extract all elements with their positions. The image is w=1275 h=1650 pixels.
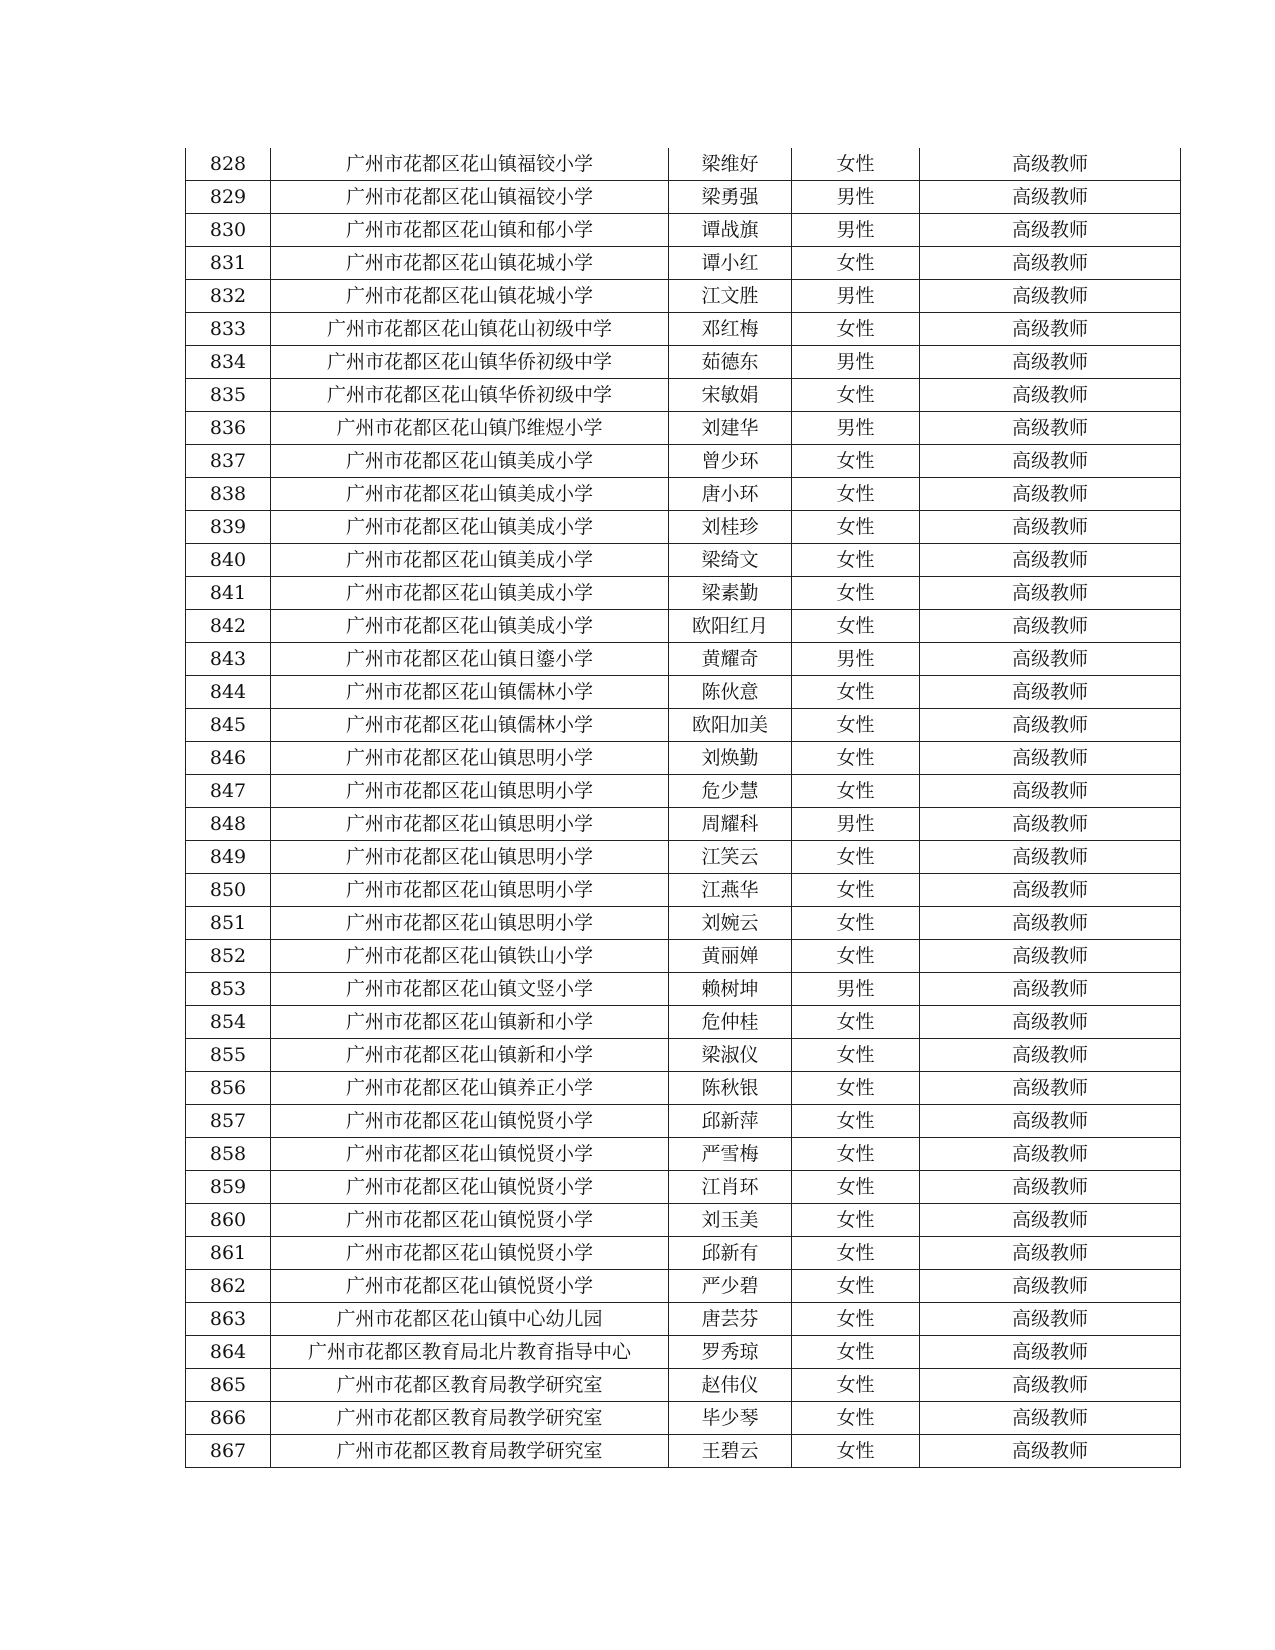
gender-cell: 女性 (792, 1435, 920, 1468)
school-name-cell: 广州市花都区花山镇悦贤小学 (271, 1138, 669, 1171)
teacher-name-cell: 陈伙意 (669, 676, 792, 709)
teacher-name-cell: 黄丽婵 (669, 940, 792, 973)
table-row (186, 1237, 1181, 1270)
gender-cell: 女性 (792, 1402, 920, 1435)
title-cell: 高级教师 (920, 1039, 1181, 1072)
row-number-cell: 862 (186, 1270, 271, 1303)
table-row (186, 676, 1181, 709)
gender-cell: 女性 (792, 1105, 920, 1138)
school-name-cell: 广州市花都区花山镇儒林小学 (271, 709, 669, 742)
teacher-name-cell: 梁勇强 (669, 181, 792, 214)
gender-cell: 女性 (792, 1171, 920, 1204)
teacher-name-cell: 王碧云 (669, 1435, 792, 1468)
table-row (186, 577, 1181, 610)
school-name-cell: 广州市花都区花山镇新和小学 (271, 1006, 669, 1039)
gender-cell: 女性 (792, 1237, 920, 1270)
teacher-name-cell: 罗秀琼 (669, 1336, 792, 1369)
gender-cell: 女性 (792, 1336, 920, 1369)
teacher-name-cell: 邱新萍 (669, 1105, 792, 1138)
gender-cell: 女性 (792, 1204, 920, 1237)
gender-cell: 女性 (792, 610, 920, 643)
gender-cell: 女性 (792, 1039, 920, 1072)
gender-cell: 女性 (792, 247, 920, 280)
school-name-cell: 广州市花都区花山镇美成小学 (271, 511, 669, 544)
row-number-cell: 839 (186, 511, 271, 544)
title-cell: 高级教师 (920, 1270, 1181, 1303)
title-cell: 高级教师 (920, 775, 1181, 808)
table-row (186, 1171, 1181, 1204)
gender-cell: 女性 (792, 940, 920, 973)
row-number-cell: 852 (186, 940, 271, 973)
school-name-cell: 广州市花都区花山镇福铰小学 (271, 148, 669, 181)
school-name-cell: 广州市花都区花山镇花城小学 (271, 247, 669, 280)
title-cell: 高级教师 (920, 280, 1181, 313)
row-number-cell: 863 (186, 1303, 271, 1336)
row-number-cell: 866 (186, 1402, 271, 1435)
row-number-cell: 846 (186, 742, 271, 775)
table-row (186, 412, 1181, 445)
gender-cell: 男性 (792, 412, 920, 445)
row-number-cell: 864 (186, 1336, 271, 1369)
title-cell: 高级教师 (920, 577, 1181, 610)
table-row (186, 1204, 1181, 1237)
title-cell: 高级教师 (920, 247, 1181, 280)
table-row (186, 379, 1181, 412)
school-name-cell: 广州市花都区花山镇思明小学 (271, 808, 669, 841)
row-number-cell: 856 (186, 1072, 271, 1105)
school-name-cell: 广州市花都区教育局北片教育指导中心 (271, 1336, 669, 1369)
row-number-cell: 844 (186, 676, 271, 709)
teacher-name-cell: 宋敏娟 (669, 379, 792, 412)
teacher-name-cell: 梁维好 (669, 148, 792, 181)
teacher-name-cell: 刘建华 (669, 412, 792, 445)
school-name-cell: 广州市花都区花山镇悦贤小学 (271, 1171, 669, 1204)
row-number-cell: 840 (186, 544, 271, 577)
teacher-name-cell: 赖树坤 (669, 973, 792, 1006)
row-number-cell: 838 (186, 478, 271, 511)
teacher-name-cell: 谭战旗 (669, 214, 792, 247)
title-cell: 高级教师 (920, 1402, 1181, 1435)
teacher-name-cell: 梁绮文 (669, 544, 792, 577)
teacher-name-cell: 江燕华 (669, 874, 792, 907)
table-row (186, 1435, 1181, 1468)
school-name-cell: 广州市花都区花山镇美成小学 (271, 445, 669, 478)
table-row (186, 1303, 1181, 1336)
school-name-cell: 广州市花都区花山镇悦贤小学 (271, 1204, 669, 1237)
title-cell: 高级教师 (920, 1303, 1181, 1336)
row-number-cell: 829 (186, 181, 271, 214)
title-cell: 高级教师 (920, 445, 1181, 478)
gender-cell: 女性 (792, 544, 920, 577)
teacher-name-cell: 邱新有 (669, 1237, 792, 1270)
teacher-name-cell: 江肖环 (669, 1171, 792, 1204)
title-cell: 高级教师 (920, 973, 1181, 1006)
title-cell: 高级教师 (920, 676, 1181, 709)
table-row (186, 742, 1181, 775)
school-name-cell: 广州市花都区花山镇养正小学 (271, 1072, 669, 1105)
school-name-cell: 广州市花都区花山镇思明小学 (271, 775, 669, 808)
teacher-name-cell: 黄耀奇 (669, 643, 792, 676)
teacher-name-cell: 谭小红 (669, 247, 792, 280)
gender-cell: 女性 (792, 478, 920, 511)
teacher-name-cell: 毕少琴 (669, 1402, 792, 1435)
table-row (186, 511, 1181, 544)
teacher-name-cell: 欧阳红月 (669, 610, 792, 643)
gender-cell: 女性 (792, 775, 920, 808)
table-row (186, 940, 1181, 973)
gender-cell: 女性 (792, 841, 920, 874)
title-cell: 高级教师 (920, 1072, 1181, 1105)
row-number-cell: 834 (186, 346, 271, 379)
teacher-name-cell: 赵伟仪 (669, 1369, 792, 1402)
title-cell: 高级教师 (920, 412, 1181, 445)
row-number-cell: 845 (186, 709, 271, 742)
title-cell: 高级教师 (920, 907, 1181, 940)
title-cell: 高级教师 (920, 742, 1181, 775)
title-cell: 高级教师 (920, 1336, 1181, 1369)
title-cell: 高级教师 (920, 1237, 1181, 1270)
table-row (186, 1402, 1181, 1435)
school-name-cell: 广州市花都区花山镇花城小学 (271, 280, 669, 313)
teacher-name-cell: 唐小环 (669, 478, 792, 511)
row-number-cell: 836 (186, 412, 271, 445)
title-cell: 高级教师 (920, 511, 1181, 544)
table-row (186, 1336, 1181, 1369)
row-number-cell: 847 (186, 775, 271, 808)
row-number-cell: 850 (186, 874, 271, 907)
school-name-cell: 广州市花都区花山镇思明小学 (271, 841, 669, 874)
table-row (186, 1270, 1181, 1303)
gender-cell: 女性 (792, 1303, 920, 1336)
title-cell: 高级教师 (920, 379, 1181, 412)
title-cell: 高级教师 (920, 1204, 1181, 1237)
table-row (186, 610, 1181, 643)
row-number-cell: 854 (186, 1006, 271, 1039)
title-cell: 高级教师 (920, 940, 1181, 973)
teacher-name-cell: 刘桂珍 (669, 511, 792, 544)
table-row (186, 478, 1181, 511)
title-cell: 高级教师 (920, 874, 1181, 907)
school-name-cell: 广州市花都区花山镇悦贤小学 (271, 1237, 669, 1270)
table-row (186, 214, 1181, 247)
teacher-name-cell: 江笑云 (669, 841, 792, 874)
gender-cell: 女性 (792, 379, 920, 412)
table-row (186, 973, 1181, 1006)
row-number-cell: 851 (186, 907, 271, 940)
title-cell: 高级教师 (920, 709, 1181, 742)
table-row (186, 841, 1181, 874)
title-cell: 高级教师 (920, 1138, 1181, 1171)
school-name-cell: 广州市花都区花山镇思明小学 (271, 742, 669, 775)
school-name-cell: 广州市花都区花山镇日鎏小学 (271, 643, 669, 676)
gender-cell: 女性 (792, 907, 920, 940)
school-name-cell: 广州市花都区花山镇思明小学 (271, 907, 669, 940)
school-name-cell: 广州市花都区教育局教学研究室 (271, 1402, 669, 1435)
teacher-name-cell: 刘婉云 (669, 907, 792, 940)
teacher-name-cell: 陈秋银 (669, 1072, 792, 1105)
title-cell: 高级教师 (920, 346, 1181, 379)
teacher-name-cell: 茹德东 (669, 346, 792, 379)
table-row (186, 148, 1181, 181)
row-number-cell: 855 (186, 1039, 271, 1072)
table-row (186, 1105, 1181, 1138)
gender-cell: 女性 (792, 445, 920, 478)
row-number-cell: 849 (186, 841, 271, 874)
title-cell: 高级教师 (920, 478, 1181, 511)
school-name-cell: 广州市花都区教育局教学研究室 (271, 1369, 669, 1402)
table-row (186, 808, 1181, 841)
table-row (186, 1039, 1181, 1072)
title-cell: 高级教师 (920, 610, 1181, 643)
row-number-cell: 830 (186, 214, 271, 247)
row-number-cell: 860 (186, 1204, 271, 1237)
row-number-cell: 833 (186, 313, 271, 346)
gender-cell: 女性 (792, 1369, 920, 1402)
table-row (186, 280, 1181, 313)
table-row (186, 346, 1181, 379)
teacher-name-cell: 欧阳加美 (669, 709, 792, 742)
row-number-cell: 857 (186, 1105, 271, 1138)
table-row (186, 1072, 1181, 1105)
gender-cell: 女性 (792, 1072, 920, 1105)
school-name-cell: 广州市花都区花山镇铁山小学 (271, 940, 669, 973)
teacher-list-table (185, 148, 1181, 1468)
title-cell: 高级教师 (920, 808, 1181, 841)
row-number-cell: 837 (186, 445, 271, 478)
gender-cell: 女性 (792, 1270, 920, 1303)
school-name-cell: 广州市花都区花山镇华侨初级中学 (271, 346, 669, 379)
gender-cell: 男性 (792, 973, 920, 1006)
school-name-cell: 广州市花都区花山镇思明小学 (271, 874, 669, 907)
school-name-cell: 广州市花都区花山镇悦贤小学 (271, 1105, 669, 1138)
row-number-cell: 853 (186, 973, 271, 1006)
gender-cell: 女性 (792, 874, 920, 907)
row-number-cell: 848 (186, 808, 271, 841)
row-number-cell: 861 (186, 1237, 271, 1270)
school-name-cell: 广州市花都区花山镇美成小学 (271, 478, 669, 511)
school-name-cell: 广州市花都区花山镇美成小学 (271, 577, 669, 610)
gender-cell: 女性 (792, 709, 920, 742)
school-name-cell: 广州市花都区花山镇华侨初级中学 (271, 379, 669, 412)
table-row (186, 874, 1181, 907)
school-name-cell: 广州市花都区花山镇花山初级中学 (271, 313, 669, 346)
gender-cell: 男性 (792, 346, 920, 379)
gender-cell: 女性 (792, 676, 920, 709)
teacher-name-cell: 刘玉美 (669, 1204, 792, 1237)
row-number-cell: 832 (186, 280, 271, 313)
title-cell: 高级教师 (920, 841, 1181, 874)
title-cell: 高级教师 (920, 1171, 1181, 1204)
school-name-cell: 广州市花都区花山镇中心幼儿园 (271, 1303, 669, 1336)
teacher-name-cell: 唐芸芬 (669, 1303, 792, 1336)
table-row (186, 907, 1181, 940)
school-name-cell: 广州市花都区花山镇美成小学 (271, 610, 669, 643)
teacher-name-cell: 周耀科 (669, 808, 792, 841)
row-number-cell: 867 (186, 1435, 271, 1468)
title-cell: 高级教师 (920, 643, 1181, 676)
title-cell: 高级教师 (920, 181, 1181, 214)
gender-cell: 男性 (792, 643, 920, 676)
school-name-cell: 广州市花都区花山镇儒林小学 (271, 676, 669, 709)
teacher-name-cell: 危少慧 (669, 775, 792, 808)
gender-cell: 女性 (792, 148, 920, 181)
gender-cell: 女性 (792, 511, 920, 544)
table-row (186, 775, 1181, 808)
teacher-name-cell: 曾少环 (669, 445, 792, 478)
gender-cell: 男性 (792, 808, 920, 841)
row-number-cell: 865 (186, 1369, 271, 1402)
row-number-cell: 841 (186, 577, 271, 610)
table-row (186, 544, 1181, 577)
teacher-name-cell: 严少碧 (669, 1270, 792, 1303)
table-row (186, 1369, 1181, 1402)
teacher-name-cell: 严雪梅 (669, 1138, 792, 1171)
table-row (186, 709, 1181, 742)
row-number-cell: 859 (186, 1171, 271, 1204)
table-row (186, 181, 1181, 214)
teacher-name-cell: 梁淑仪 (669, 1039, 792, 1072)
school-name-cell: 广州市花都区花山镇邝维煜小学 (271, 412, 669, 445)
teacher-name-cell: 危仲桂 (669, 1006, 792, 1039)
gender-cell: 女性 (792, 742, 920, 775)
title-cell: 高级教师 (920, 313, 1181, 346)
row-number-cell: 843 (186, 643, 271, 676)
table-body (186, 148, 1181, 1468)
title-cell: 高级教师 (920, 1435, 1181, 1468)
row-number-cell: 828 (186, 148, 271, 181)
gender-cell: 男性 (792, 280, 920, 313)
gender-cell: 女性 (792, 1138, 920, 1171)
school-name-cell: 广州市花都区花山镇福铰小学 (271, 181, 669, 214)
title-cell: 高级教师 (920, 1105, 1181, 1138)
school-name-cell: 广州市花都区花山镇新和小学 (271, 1039, 669, 1072)
title-cell: 高级教师 (920, 1006, 1181, 1039)
teacher-name-cell: 江文胜 (669, 280, 792, 313)
school-name-cell: 广州市花都区花山镇文竖小学 (271, 973, 669, 1006)
table-row (186, 1138, 1181, 1171)
title-cell: 高级教师 (920, 214, 1181, 247)
gender-cell: 男性 (792, 214, 920, 247)
teacher-name-cell: 刘焕勤 (669, 742, 792, 775)
table-row (186, 445, 1181, 478)
gender-cell: 男性 (792, 181, 920, 214)
gender-cell: 女性 (792, 1006, 920, 1039)
table-row (186, 643, 1181, 676)
title-cell: 高级教师 (920, 544, 1181, 577)
row-number-cell: 858 (186, 1138, 271, 1171)
teacher-name-cell: 邓红梅 (669, 313, 792, 346)
school-name-cell: 广州市花都区花山镇悦贤小学 (271, 1270, 669, 1303)
school-name-cell: 广州市花都区花山镇和郁小学 (271, 214, 669, 247)
gender-cell: 女性 (792, 577, 920, 610)
title-cell: 高级教师 (920, 148, 1181, 181)
table-row (186, 247, 1181, 280)
table-row (186, 1006, 1181, 1039)
table-row (186, 313, 1181, 346)
gender-cell: 女性 (792, 313, 920, 346)
row-number-cell: 831 (186, 247, 271, 280)
school-name-cell: 广州市花都区教育局教学研究室 (271, 1435, 669, 1468)
teacher-name-cell: 梁素勤 (669, 577, 792, 610)
row-number-cell: 835 (186, 379, 271, 412)
school-name-cell: 广州市花都区花山镇美成小学 (271, 544, 669, 577)
title-cell: 高级教师 (920, 1369, 1181, 1402)
row-number-cell: 842 (186, 610, 271, 643)
